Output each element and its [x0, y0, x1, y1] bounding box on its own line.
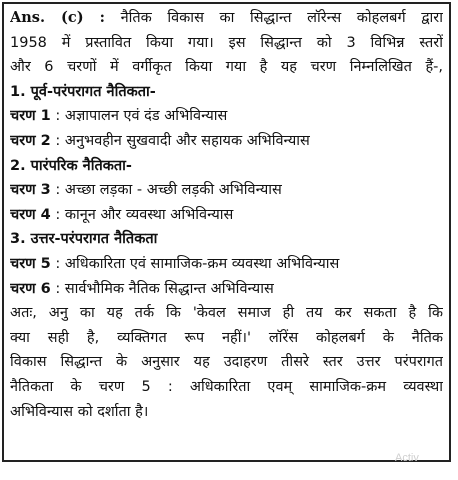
- answer-intro-line-1: [10, 6, 443, 31]
- stage-label: चरण 1: [10, 108, 51, 125]
- stage-row-3: [10, 178, 443, 203]
- stage-row-1: [10, 104, 443, 129]
- stage-text: : अच्छा लड़का - अच्छी लड़की अभिविन्यास: [55, 182, 282, 199]
- stage-label: चरण 6: [10, 280, 51, 297]
- stage-text: : अधिकारिता एवं सामाजिक-क्रम व्यवस्था अभिविन्यास: [55, 255, 340, 272]
- stage-row-4: [10, 203, 443, 228]
- level-heading-1: 1. पूर्व-परंपरागत नैतिकता-: [10, 83, 156, 100]
- conclusion-line-3: विकास सिद्धान्त के अनुसार यह उदाहरण तीसरे स्तर उत्तर परंपरागत: [10, 354, 443, 371]
- stage-text: : सार्वभौमिक नैतिक सिद्धान्त अभिविन्यास: [55, 280, 274, 297]
- stage-label: चरण 3: [10, 182, 51, 199]
- level-heading-2: 2. पारंपरिक नैतिकता-: [10, 157, 132, 174]
- stage-row-2: [10, 129, 443, 154]
- conclusion-line-5: अभिविन्यास को दर्शाता है।: [10, 403, 149, 420]
- stage-label: चरण 5: [10, 255, 51, 272]
- conclusion-line-1: अतः, अनु का यह तर्क कि 'केवल समाज ही तय कर सकता है कि: [10, 305, 443, 322]
- stage-text: : अज्ञापालन एवं दंड अभिविन्यास: [55, 108, 228, 125]
- answer-label: Ans. (c) :: [10, 9, 105, 26]
- conclusion-line-2: क्या सही है, व्यक्तिगत रूप नहीं।' लॉरेंस कोहलबर्ग के नैतिक: [10, 329, 443, 346]
- stage-row-6: [10, 277, 443, 302]
- level-heading-3: 3. उत्तर-परंपरागत नैतिकता: [10, 231, 158, 248]
- stage-text: : कानून और व्यवस्था अभिविन्यास: [55, 206, 234, 223]
- watermark-text: Activ: [395, 452, 419, 464]
- answer-box: [2, 2, 451, 462]
- answer-intro-line-3: और 6 चरणों में वर्गीकृत किया गया है यह चरण निम्नलिखित हैं-,: [10, 59, 443, 76]
- stage-row-5: [10, 252, 443, 277]
- stage-label: चरण 4: [10, 206, 51, 223]
- stage-label: चरण 2: [10, 132, 51, 149]
- conclusion-line-4: नैतिकता के चरण 5 : अधिकारिता एवम् सामाजिक-क्रम व्यवस्था: [10, 378, 443, 395]
- answer-intro-line-2: 1958 में प्रस्तावित किया गया। इस सिद्धान्त को 3 विभिन्न स्तरों: [10, 34, 443, 51]
- intro-text-1: नैतिक विकास का सिद्धान्त लॉरेन्स कोहलबर्ग द्वारा: [120, 10, 443, 26]
- stage-text: : अनुभवहीन सुखवादी और सहायक अभिविन्यास: [55, 132, 310, 149]
